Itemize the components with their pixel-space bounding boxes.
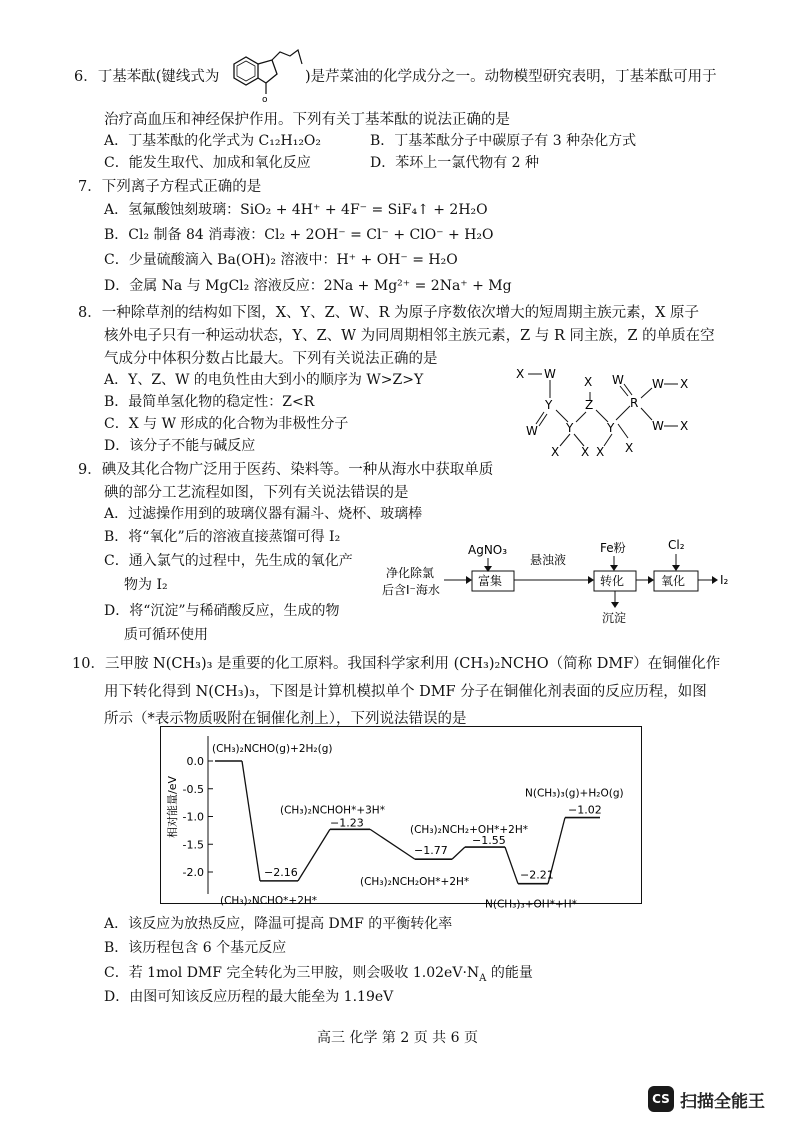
q10-option-a: A．该反应为放热反应，降温可提高 DMF 的平衡转化率: [104, 916, 453, 932]
y-tick-label: -0.5: [182, 782, 204, 796]
species-label: (CH₃)₂NCHOH*+3H*: [280, 804, 385, 817]
q8-stem-line1: 8．一种除草剂的结构如下图，X、Y、Z、W、R 为原子序数依次增大的短周期主族元素，X 原子: [78, 305, 700, 321]
energy-connector: [548, 818, 565, 884]
q8-stem-line2: 核外电子只有一种运动状态，Y、Z、W 为同周期相邻主族元素，Z 与 R 同主族，Z 的单质在空: [104, 328, 715, 344]
atom-x: X: [581, 445, 590, 459]
energy-value-label: −1.02: [568, 803, 602, 817]
q10-option-b: B．该历程包含 6 个基元反应: [104, 940, 287, 956]
q8-option-b: B．最简单氢化物的稳定性：Z<R: [104, 394, 315, 410]
q9-stem-line2: 碘的部分工艺流程如图，下列有关说法错误的是: [104, 485, 409, 501]
q9-option-b: B．将“氧化”后的溶液直接蒸馏可得 I₂: [104, 529, 341, 545]
q6-stem-part3: 治疗高血压和神经保护作用。下列有关丁基苯酞的说法正确的是: [104, 112, 510, 128]
energy-connector: [505, 847, 518, 884]
flow-agno3-label: AgNO₃: [468, 543, 508, 557]
atom-x: X: [584, 375, 593, 389]
atom-w: W: [652, 377, 664, 391]
atom-w: W: [652, 419, 664, 433]
q10-stem-line1: 10．三甲胺 N(CH₃)₃ 是重要的化工原料。我国科学家利用 (CH₃)₂NCHO（简称 DMF）在铜催化作: [72, 656, 721, 672]
y-tick-label: 0.0: [186, 755, 204, 768]
q9-option-d-line2: 质可循环使用: [124, 627, 208, 643]
q7-stem: 7．下列离子方程式正确的是: [78, 179, 262, 195]
energy-value-label: −1.55: [472, 834, 506, 848]
energy-connector: [452, 847, 465, 859]
q10-option-c-end: 的能量: [486, 965, 533, 981]
flow-suspension-label: 悬浊液: [530, 553, 567, 567]
butylphthalide-structure-icon: [224, 50, 304, 108]
species-label: N(CH₃)₃(g)+H₂O(g): [525, 787, 624, 800]
atom-z: Z: [585, 398, 594, 412]
flow-box-oxidize-label: 氧化: [661, 574, 686, 588]
y-tick-label: -1.0: [182, 810, 204, 824]
energy-connector: [370, 829, 415, 859]
herbicide-structure-diagram: [508, 362, 708, 466]
y-axis-label: 相对能量/eV: [166, 776, 179, 838]
q6-stem-part2: )是芹菜油的化学成分之一。动物模型研究表明，丁基苯酞可用于: [305, 69, 717, 85]
camscanner-watermark: [648, 1086, 765, 1112]
energy-value-label: −1.77: [414, 844, 448, 858]
species-label: (CH₃)₂NCH₂OH*+2H*: [360, 876, 470, 889]
q8-option-c: C．X 与 W 形成的化合物为非极性分子: [104, 416, 349, 432]
atom-x: X: [680, 419, 689, 433]
q9-stem-line1: 9．碘及其化合物广泛用于医药、染料等。一种从海水中获取单质: [78, 462, 494, 478]
q8-option-a: A．Y、Z、W 的电负性由大到小的顺序为 W>Z>Y: [104, 372, 424, 388]
page-footer: 高三 化学 第 2 页 共 6 页: [317, 1030, 478, 1046]
q10-option-c-text: C．若 1mol DMF 完全转化为三甲胺，则会吸收 1.02eV·N: [104, 965, 480, 981]
energy-value-label: −2.21: [520, 868, 554, 882]
q6-option-d: D．苯环上一氯代物有 2 种: [370, 155, 540, 171]
iodine-process-flowchart: [378, 534, 738, 638]
atom-x: X: [625, 441, 634, 455]
camscanner-logo-icon: CS: [648, 1086, 674, 1112]
flow-cl2-label: Cl₂: [668, 538, 685, 552]
energy-connector: [242, 761, 260, 881]
atom-x: X: [596, 445, 605, 459]
atom-w: W: [612, 373, 624, 387]
q7-option-a: A．氢氟酸蚀刻玻璃：SiO₂ + 4H⁺ + 4F⁻ = SiF₄↑ + 2H₂O: [104, 202, 488, 218]
atom-x: X: [516, 367, 525, 381]
flow-box-enrich-label: 富集: [478, 574, 503, 588]
camscanner-name: 扫描全能王: [680, 1091, 765, 1112]
species-label: (CH₃)₂NCHO(g)+2H₂(g): [212, 743, 333, 755]
energy-connector: [298, 829, 330, 881]
flow-box-convert-label: 转化: [600, 574, 625, 588]
q6-option-c: C．能发生取代、加成和氧化反应: [104, 155, 311, 171]
q9-option-c-line1: C．通入氯气的过程中，先生成的氧化产: [104, 553, 353, 569]
flow-input-line2: 后含I⁻海水: [382, 583, 440, 597]
q10-stem-line2: 用下转化得到 N(CH₃)₃，下图是计算机模拟单个 DMF 分子在铜催化剂表面的反应历程，如图: [104, 684, 707, 700]
q7-option-d: D．金属 Na 与 MgCl₂ 溶液反应：2Na + Mg²⁺ = 2Na⁺ + Mg: [104, 278, 512, 294]
energy-value-label: −1.23: [330, 816, 364, 830]
energy-value-label: −2.16: [264, 865, 298, 879]
q9-option-a: A．过滤操作用到的玻璃仪器有漏斗、烧杯、玻璃棒: [104, 506, 423, 522]
q10-option-c: [104, 962, 533, 984]
flow-output-label: I₂: [720, 573, 729, 587]
species-label: (CH₃)₂NCH₂+OH*+2H*: [410, 824, 528, 837]
q9-option-c-line2: 物为 I₂: [124, 577, 168, 593]
atom-x: X: [680, 377, 689, 391]
flow-input-line1: 净化除氯: [386, 566, 435, 580]
atom-y: Y: [607, 421, 615, 435]
energy-profile-chart: [160, 726, 642, 911]
atom-x: X: [551, 445, 560, 459]
svg-text:o: o: [262, 95, 268, 105]
q6-option-b: B．丁基苯酞分子中碳原子有 3 种杂化方式: [370, 133, 637, 149]
q6-option-a: A．丁基苯酞的化学式为 C₁₂H₁₂O₂: [104, 133, 322, 149]
atom-y: Y: [545, 398, 553, 412]
q8-stem-line3: 气成分中体积分数占比最大。下列有关说法正确的是: [104, 351, 438, 367]
q9-option-d-line1: D．将“沉淀”与稀硝酸反应，生成的物: [104, 603, 340, 619]
atom-w: W: [526, 424, 538, 438]
y-tick-label: -1.5: [182, 838, 204, 852]
q8-option-d: D．该分子不能与碱反应: [104, 438, 256, 454]
flow-fe-label: Fe粉: [600, 541, 626, 555]
q6-stem-part1: 6．丁基苯酞(键线式为: [74, 69, 220, 85]
atom-r: R: [630, 396, 639, 410]
atom-y: Y: [566, 421, 574, 435]
atom-w: W: [544, 367, 556, 381]
q7-option-b: B．Cl₂ 制备 84 消毒液：Cl₂ + 2OH⁻ = Cl⁻ + ClO⁻ + H₂O: [104, 227, 494, 243]
q10-option-c-subscript: A: [479, 972, 487, 984]
q10-stem-line3: 所示（*表示物质吸附在铜催化剂上），下列说法错误的是: [104, 711, 467, 727]
species-label: N(CH₃)₃+OH*+H*: [485, 898, 577, 911]
flow-precipitate-label: 沉淀: [602, 611, 627, 625]
q7-option-c: C．少量硫酸滴入 Ba(OH)₂ 溶液中：H⁺ + OH⁻ = H₂O: [104, 252, 458, 268]
species-label: (CH₃)₂NCHO*+2H*: [220, 894, 318, 907]
q10-option-d: D．由图可知该反应历程的最大能垒为 1.19eV: [104, 989, 394, 1005]
y-tick-label: -2.0: [182, 866, 204, 879]
